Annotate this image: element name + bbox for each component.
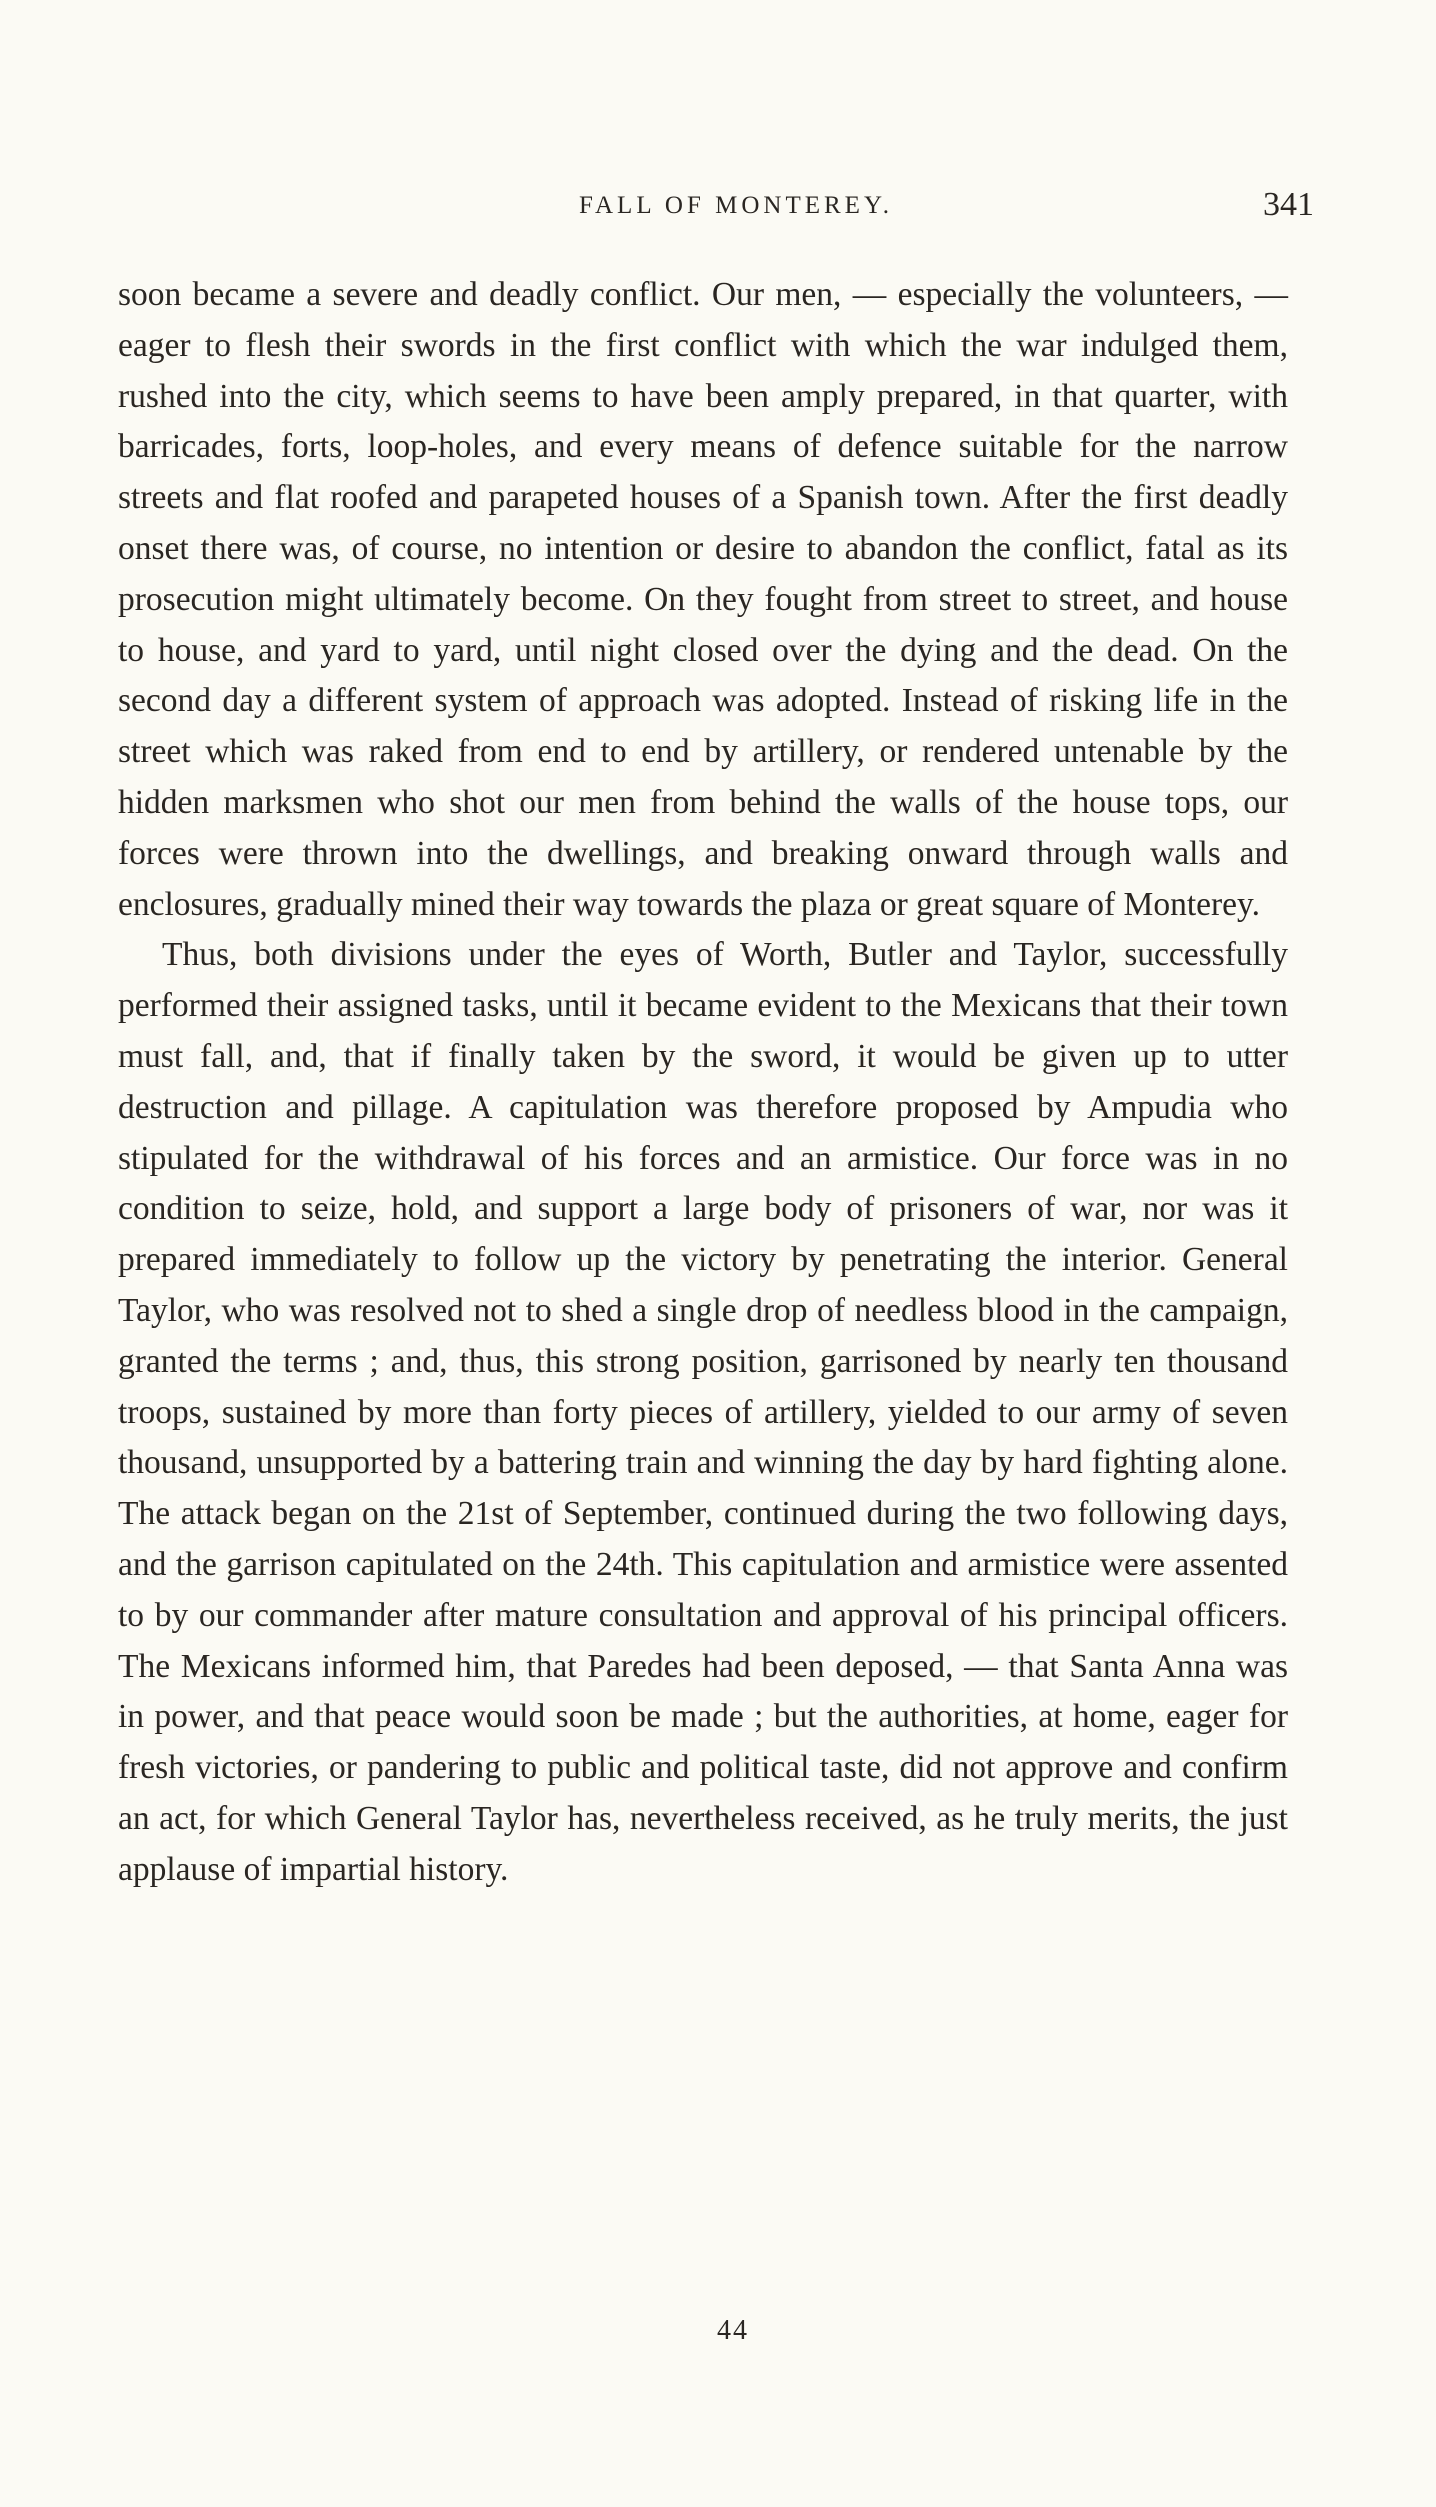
running-head xyxy=(118,186,1314,226)
paragraph-2: Thus, both divisions under the eyes of Worth, Butler and Taylor, successfully performed their assigned tasks, until it became evident to the Mexicans that their town must fall, and, that if finally taken by the sword, it would be given up to utter destruction and pillage. A capitulation was therefore proposed by Ampudia who stipulated for the withdrawal of his forces and an armistice. Our force was in no condition to seize, hold, and support a large body of prisoners of war, nor was it prepared immediately to follow up the victory by penetrating the interior. General Taylor, who was resolved not to shed a single drop of needless blood in the campaign, granted the terms ; and, thus, this strong position, garrisoned by nearly ten thousand troops, sustained by more than forty pieces of artillery, yielded to our army of seven thousand, unsupported by a battering train and winning the day by hard fighting alone. The attack began on the 21st of September, continued during the two following days, and the garrison capitulated on the 24th. This capitulation and armistice were assented to by our commander after mature consultation and approval of his principal officers. The Mexicans informed him, that Paredes had been deposed, — that Santa Anna was in power, and that peace would soon be made ; but the authorities, at home, eager for fresh victories, or pandering to public and political taste, did not approve and confirm an act, for which General Taylor has, nevertheless received, as he truly merits, the just applause of impartial history. xyxy=(118,936,1288,1888)
paragraph-1: soon became a severe and deadly conflict. Our men, — especially the volunteers, — eager to flesh their swords in the first conflict with which the war indulged them, rushed into the city, which seems to have been amply prepared, in that quarter, with barricades, forts, loop-holes, and every means of defence suitable for the narrow streets and flat roofed and parapeted houses of a Spanish town. After the first deadly onset there was, of course, no intention or desire to abandon the conflict, fatal as its prosecution might ultimately become. On they fought from street to street, and house to house, and yard to yard, until night closed over the dying and the dead. On the second day a different system of approach was adopted. Instead of risking life in the street which was raked from end to end by artillery, or rendered untenable by the hidden marksmen who shot our men from behind the walls of the house tops, our forces were thrown into the dwellings, and breaking onward through walls and enclosures, gradually mined their way towards the plaza or great square of Monterey. xyxy=(118,276,1288,923)
running-title: FALL OF MONTEREY. xyxy=(578,192,894,219)
page-number: 341 xyxy=(1263,186,1314,223)
signature-mark: 44 xyxy=(717,2315,749,2346)
body-text xyxy=(118,270,1288,1896)
